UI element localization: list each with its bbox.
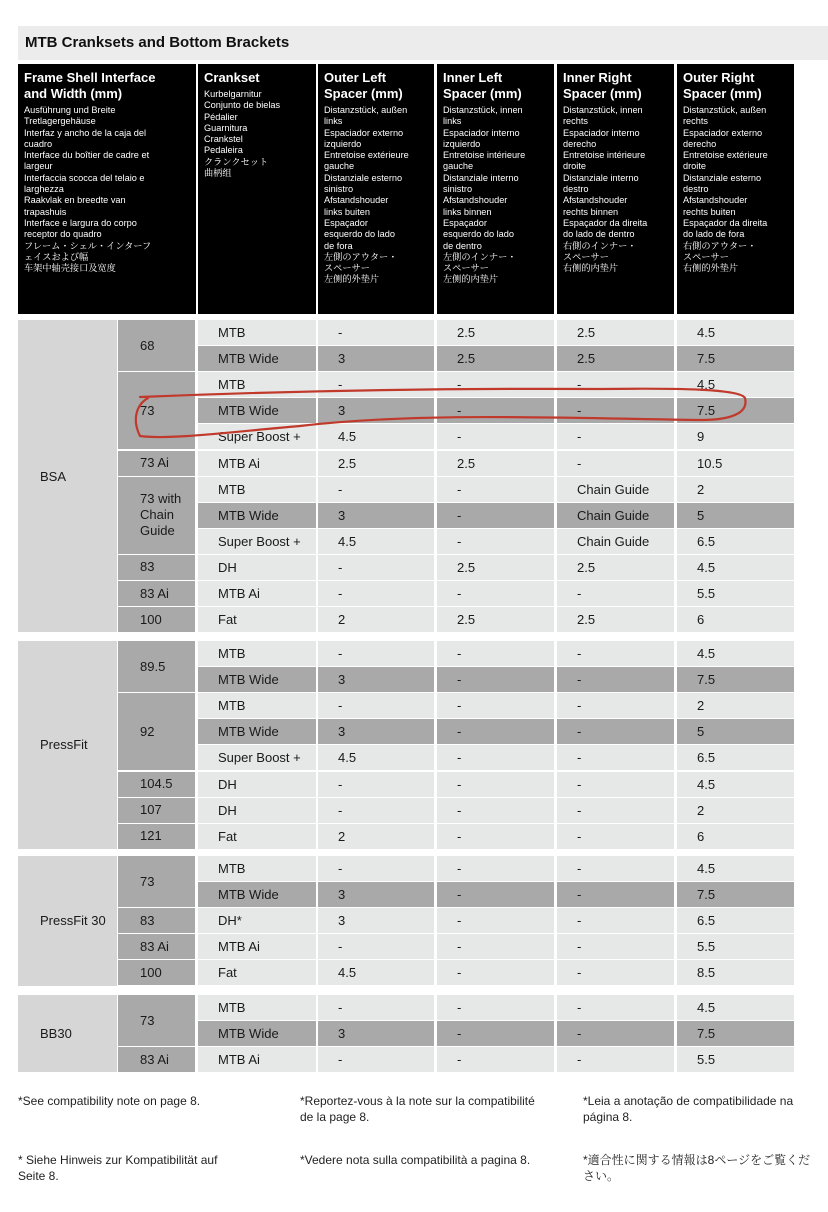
inner-left-cell: - <box>437 908 554 933</box>
crankset-cell: DH* <box>198 908 316 933</box>
crankset-cell: MTB Wide <box>198 719 316 744</box>
inner-left-cell: - <box>437 934 554 959</box>
header-main: Inner Right Spacer (mm) <box>563 70 642 101</box>
header-inner-left <box>437 64 554 314</box>
inner-right-cell: - <box>557 934 674 959</box>
outer-right-cell: 7.5 <box>677 1021 794 1046</box>
inner-right-cell: - <box>557 1047 674 1072</box>
crankset-cell: MTB <box>198 477 316 502</box>
inner-right-cell: - <box>557 856 674 881</box>
header-main: Outer Right Spacer (mm) <box>683 70 762 101</box>
outer-right-cell: 10.5 <box>677 451 794 476</box>
crankset-cell: MTB Wide <box>198 1021 316 1046</box>
inner-right-cell: - <box>557 693 674 718</box>
crankset-cell: MTB <box>198 372 316 397</box>
outer-right-cell: 4.5 <box>677 995 794 1020</box>
inner-left-cell: - <box>437 719 554 744</box>
inner-right-cell: - <box>557 772 674 797</box>
inner-left-cell: - <box>437 477 554 502</box>
header-sub: Distanzstück, innen links Espaciador interno izquierdo Entretoise intérieure gauche Distanziale interno sinistro Afstandshouder links binnen Espaçador esquerdo do lado de dentro 左側のインナー・ スペーサー 左侧的内垫片 <box>443 105 526 285</box>
outer-left-cell: - <box>318 1047 434 1072</box>
inner-right-cell: - <box>557 824 674 849</box>
crankset-cell: MTB <box>198 320 316 345</box>
outer-left-cell: 3 <box>318 882 434 907</box>
inner-left-cell: - <box>437 772 554 797</box>
outer-right-cell: 2 <box>677 693 794 718</box>
header-outer-left <box>318 64 434 314</box>
shell-width-cell: 73 <box>118 995 195 1046</box>
header-main: Inner Left Spacer (mm) <box>443 70 522 101</box>
shell-width-cell: 121 <box>118 824 195 849</box>
inner-left-cell: 2.5 <box>437 320 554 345</box>
outer-left-cell: 4.5 <box>318 960 434 985</box>
outer-right-cell: 6 <box>677 824 794 849</box>
outer-left-cell: - <box>318 641 434 666</box>
outer-right-cell: 6.5 <box>677 745 794 770</box>
header-frame-shell <box>18 64 196 314</box>
inner-left-cell: 2.5 <box>437 555 554 580</box>
header-main: Crankset <box>204 70 260 85</box>
outer-right-cell: 6 <box>677 607 794 632</box>
outer-left-cell: - <box>318 856 434 881</box>
footnote-pt: *Leia a anotação de compatibilidade na página 8. <box>583 1094 794 1124</box>
inner-right-cell: Chain Guide <box>557 503 674 528</box>
inner-left-cell: 2.5 <box>437 607 554 632</box>
inner-left-cell: - <box>437 856 554 881</box>
crankset-cell: Fat <box>198 960 316 985</box>
outer-right-cell: 4.5 <box>677 772 794 797</box>
outer-right-cell: 2 <box>677 798 794 823</box>
crankset-cell: MTB Ai <box>198 934 316 959</box>
shell-width-cell: 83 Ai <box>118 934 195 959</box>
shell-width-cell: 73 Ai <box>118 451 195 476</box>
outer-left-cell: - <box>318 477 434 502</box>
outer-right-cell: 5.5 <box>677 934 794 959</box>
outer-left-cell: - <box>318 372 434 397</box>
crankset-cell: MTB <box>198 641 316 666</box>
outer-left-cell: 4.5 <box>318 529 434 554</box>
inner-right-cell: Chain Guide <box>557 529 674 554</box>
outer-right-cell: 4.5 <box>677 856 794 881</box>
inner-right-cell: - <box>557 398 674 423</box>
inner-right-cell: - <box>557 424 674 449</box>
crankset-cell: MTB Wide <box>198 503 316 528</box>
shell-width-cell: 100 <box>118 607 195 632</box>
outer-right-cell: 5 <box>677 719 794 744</box>
inner-left-cell: - <box>437 995 554 1020</box>
outer-right-cell: 5.5 <box>677 1047 794 1072</box>
shell-width-cell: 73 with Chain Guide <box>118 477 195 554</box>
crankset-cell: Fat <box>198 607 316 632</box>
crankset-cell: MTB <box>198 856 316 881</box>
inner-left-cell: - <box>437 1021 554 1046</box>
inner-left-cell: - <box>437 641 554 666</box>
inner-right-cell: Chain Guide <box>557 477 674 502</box>
shell-width-cell: 100 <box>118 960 195 985</box>
header-crankset <box>198 64 316 314</box>
inner-left-cell: - <box>437 693 554 718</box>
header-inner-right <box>557 64 674 314</box>
outer-right-cell: 7.5 <box>677 882 794 907</box>
header-sub: Ausführung und Breite Tretlagergehäuse Interfaz y ancho de la caja del cuadro Interface du boîtier de cadre et largeur Interfaccia scocca del telaio e larghezza Raakvlak en breedte van trapashuis Interface e largura do corpo receptor do quadro フレーム・シェル・インターフ ェイスおよび幅 车架中轴壳接口及宽度 <box>24 105 152 274</box>
crankset-cell: MTB Ai <box>198 581 316 606</box>
header-sub: Distanzstück, außen links Espaciador externo izquierdo Entretoise extérieure gauche Distanziale esterno sinistro Afstandshouder links buiten Espaçador esquerdo do lado de fora 左側のアウター・ スペーサー 左侧的外垫片 <box>324 105 409 285</box>
crankset-cell: DH <box>198 772 316 797</box>
inner-left-cell: - <box>437 882 554 907</box>
inner-right-cell: - <box>557 581 674 606</box>
header-main: Outer Left Spacer (mm) <box>324 70 403 101</box>
header-sub: Distanzstück, innen rechts Espaciador interno derecho Entretoise intérieure droite Distanziale interno destro Afstandshouder rechts binnen Espaçador da direita do lado de dentro 右側のインナー・ スペーサー 右侧的内垫片 <box>563 105 648 274</box>
inner-left-cell: - <box>437 1047 554 1072</box>
frame-shell-group: BSA <box>18 320 117 632</box>
shell-width-cell: 104.5 <box>118 772 195 797</box>
inner-left-cell: - <box>437 960 554 985</box>
inner-left-cell: - <box>437 424 554 449</box>
shell-width-cell: 89.5 <box>118 641 195 692</box>
outer-left-cell: - <box>318 934 434 959</box>
inner-left-cell: - <box>437 398 554 423</box>
shell-width-cell: 83 <box>118 908 195 933</box>
inner-right-cell: 2.5 <box>557 346 674 371</box>
inner-left-cell: - <box>437 667 554 692</box>
shell-width-cell: 73 <box>118 372 195 449</box>
header-sub: Distanzstück, außen rechts Espaciador externo derecho Entretoise extérieure droite Distanziale esterno destro Afstandshouder rechts buiten Espaçador da direita do lado de fora 右側のアウター・ スペーサー 右侧的外垫片 <box>683 105 768 274</box>
inner-right-cell: - <box>557 798 674 823</box>
crankset-cell: Super Boost + <box>198 529 316 554</box>
outer-left-cell: 3 <box>318 503 434 528</box>
inner-right-cell: 2.5 <box>557 555 674 580</box>
footnote-de: * Siehe Hinweis zur Kompatibilität auf Seite 8. <box>18 1153 218 1183</box>
inner-right-cell: - <box>557 1021 674 1046</box>
outer-left-cell: - <box>318 581 434 606</box>
inner-left-cell: - <box>437 798 554 823</box>
outer-left-cell: 3 <box>318 667 434 692</box>
outer-left-cell: - <box>318 995 434 1020</box>
outer-right-cell: 2 <box>677 477 794 502</box>
outer-right-cell: 7.5 <box>677 398 794 423</box>
inner-left-cell: - <box>437 529 554 554</box>
outer-right-cell: 7.5 <box>677 346 794 371</box>
outer-left-cell: 3 <box>318 346 434 371</box>
inner-left-cell: - <box>437 503 554 528</box>
outer-left-cell: 3 <box>318 1021 434 1046</box>
crankset-cell: MTB <box>198 693 316 718</box>
crankset-cell: DH <box>198 555 316 580</box>
crankset-cell: Super Boost + <box>198 745 316 770</box>
outer-right-cell: 4.5 <box>677 641 794 666</box>
shell-width-cell: 107 <box>118 798 195 823</box>
outer-right-cell: 7.5 <box>677 667 794 692</box>
inner-right-cell: - <box>557 451 674 476</box>
inner-left-cell: 2.5 <box>437 346 554 371</box>
frame-shell-group: BB30 <box>18 995 117 1072</box>
inner-left-cell: - <box>437 824 554 849</box>
shell-width-cell: 83 <box>118 555 195 580</box>
outer-left-cell: 3 <box>318 398 434 423</box>
shell-width-cell: 92 <box>118 693 195 770</box>
outer-right-cell: 4.5 <box>677 555 794 580</box>
inner-right-cell: - <box>557 882 674 907</box>
outer-left-cell: 3 <box>318 908 434 933</box>
inner-right-cell: - <box>557 372 674 397</box>
inner-right-cell: - <box>557 719 674 744</box>
outer-left-cell: 4.5 <box>318 424 434 449</box>
crankset-cell: MTB Wide <box>198 398 316 423</box>
inner-right-cell: 2.5 <box>557 320 674 345</box>
outer-right-cell: 6.5 <box>677 908 794 933</box>
shell-width-cell: 83 Ai <box>118 1047 195 1072</box>
footnote-ja: *適合性に関する情報は8ページをご覧くだ さい。 <box>583 1153 811 1183</box>
crankset-cell: Super Boost + <box>198 424 316 449</box>
crankset-cell: MTB Ai <box>198 451 316 476</box>
crankset-cell: MTB <box>198 995 316 1020</box>
inner-left-cell: - <box>437 372 554 397</box>
outer-left-cell: 4.5 <box>318 745 434 770</box>
outer-right-cell: 9 <box>677 424 794 449</box>
outer-left-cell: - <box>318 693 434 718</box>
inner-right-cell: - <box>557 667 674 692</box>
inner-right-cell: - <box>557 995 674 1020</box>
frame-shell-group: PressFit <box>18 641 117 849</box>
table-title: MTB Cranksets and Bottom Brackets <box>18 26 828 60</box>
outer-left-cell: - <box>318 772 434 797</box>
inner-right-cell: 2.5 <box>557 607 674 632</box>
shell-width-cell: 68 <box>118 320 195 371</box>
outer-left-cell: - <box>318 555 434 580</box>
inner-left-cell: 2.5 <box>437 451 554 476</box>
outer-left-cell: 3 <box>318 719 434 744</box>
inner-right-cell: - <box>557 641 674 666</box>
header-sub: Kurbelgarnitur Conjunto de bielas Pédalier Guarnitura Crankstel Pedaleira クランクセット 曲柄组 <box>204 89 281 179</box>
inner-right-cell: - <box>557 908 674 933</box>
crankset-cell: MTB Wide <box>198 882 316 907</box>
inner-right-cell: - <box>557 960 674 985</box>
outer-right-cell: 6.5 <box>677 529 794 554</box>
footnote-it: *Vedere nota sulla compatibilità a pagina 8. <box>300 1153 531 1167</box>
inner-left-cell: - <box>437 581 554 606</box>
outer-left-cell: 2 <box>318 607 434 632</box>
outer-left-cell: 2 <box>318 824 434 849</box>
frame-shell-group: PressFit 30 <box>18 856 117 986</box>
outer-left-cell: - <box>318 798 434 823</box>
header-outer-right <box>677 64 794 314</box>
crankset-cell: Fat <box>198 824 316 849</box>
shell-width-cell: 73 <box>118 856 195 907</box>
footnote-en: *See compatibility note on page 8. <box>18 1094 201 1108</box>
outer-right-cell: 4.5 <box>677 320 794 345</box>
outer-right-cell: 4.5 <box>677 372 794 397</box>
footnote-fr: *Reportez-vous à la note sur la compatibilité de la page 8. <box>300 1094 535 1124</box>
outer-right-cell: 5 <box>677 503 794 528</box>
outer-left-cell: - <box>318 320 434 345</box>
crankset-cell: DH <box>198 798 316 823</box>
crankset-cell: MTB Ai <box>198 1047 316 1072</box>
inner-right-cell: - <box>557 745 674 770</box>
crankset-cell: MTB Wide <box>198 667 316 692</box>
outer-right-cell: 8.5 <box>677 960 794 985</box>
header-main: Frame Shell Interface and Width (mm) <box>24 70 156 101</box>
shell-width-cell: 83 Ai <box>118 581 195 606</box>
outer-left-cell: 2.5 <box>318 451 434 476</box>
outer-right-cell: 5.5 <box>677 581 794 606</box>
crankset-cell: MTB Wide <box>198 346 316 371</box>
inner-left-cell: - <box>437 745 554 770</box>
